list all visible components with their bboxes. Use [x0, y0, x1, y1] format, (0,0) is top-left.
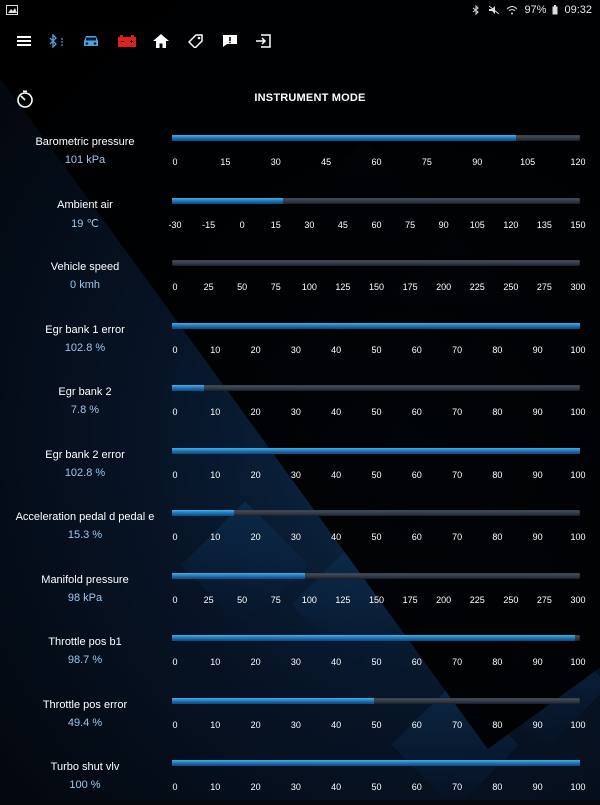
gauge-scale: [170, 594, 586, 609]
scale-tick-label: 0: [172, 594, 178, 605]
scale-tick-label: 70: [452, 719, 463, 730]
scale-tick-label: 20: [250, 469, 261, 480]
gauge-label: Egr bank 1 error: [45, 323, 125, 336]
scale-tick-label: 45: [321, 157, 332, 167]
scale-tick-label: 250: [503, 594, 519, 605]
scale-tick-label: 60: [411, 782, 422, 792]
gauge-value: 98 kPa: [67, 591, 103, 604]
gauge-scale: [170, 782, 586, 796]
scale-tick-label: 30: [290, 344, 301, 355]
scale-tick-label: 175: [402, 282, 418, 292]
gauge-row: [0, 556, 600, 618]
scale-tick-label: 150: [368, 594, 385, 605]
gauge-bar: [172, 448, 580, 454]
battery-icon[interactable]: [116, 28, 138, 54]
scale-tick-label: 60: [411, 344, 422, 355]
gauge-bar: [172, 260, 580, 266]
scale-tick-label: 0: [172, 282, 178, 292]
scale-tick-label: 0: [239, 219, 245, 230]
scale-tick-label: 0: [172, 407, 178, 417]
scale-tick-label: 90: [532, 407, 543, 417]
scale-tick-label: 10: [210, 469, 221, 480]
gauge-fill: [172, 698, 374, 704]
gauge-row: [0, 368, 600, 430]
gauge-bar: [172, 385, 580, 391]
gauge-value: 0 kmh: [70, 279, 100, 291]
gauge-value: 15.3 %: [67, 529, 103, 541]
scale-tick-label: 100: [301, 594, 317, 605]
gauge-scale: [170, 407, 586, 421]
scale-tick-label: 125: [335, 594, 351, 605]
scale-tick-label: -30: [168, 219, 182, 230]
scale-tick-label: 10: [210, 407, 221, 417]
gauge-label: Ambient air: [57, 198, 113, 211]
scale-tick-label: 40: [331, 719, 342, 730]
gauge-fill: [172, 510, 234, 516]
header: [0, 86, 600, 112]
scale-tick-label: 50: [237, 594, 248, 605]
gauge-label: Acceleration pedal d pedal e: [15, 511, 155, 523]
gauge-fill: [172, 135, 516, 141]
scale-tick-label: 0: [172, 719, 178, 730]
scale-tick-label: 105: [520, 157, 536, 167]
gauge-value: 102.8 %: [64, 341, 106, 354]
scale-tick-label: 90: [532, 719, 543, 730]
gauge-bar: [172, 510, 580, 516]
scale-tick-label: 120: [570, 157, 586, 167]
scale-tick-label: 40: [331, 344, 342, 355]
gauge-row: [0, 681, 600, 743]
gauge-row: [0, 243, 600, 305]
scale-tick-label: 75: [421, 157, 432, 167]
scale-tick-label: 10: [210, 782, 221, 792]
scale-tick-label: 30: [290, 657, 301, 667]
gauge-value: 100 %: [69, 779, 101, 791]
scale-tick-label: 70: [452, 657, 463, 667]
gauge-scale: [170, 657, 586, 671]
scale-tick-label: 20: [250, 344, 261, 355]
scale-tick-label: 100: [570, 532, 586, 542]
battery-status-icon: [552, 5, 558, 15]
scale-tick-label: 70: [452, 469, 463, 480]
scale-tick-label: 60: [411, 469, 422, 480]
gauge-value: 101 kPa: [64, 154, 106, 166]
gauge-fill: [172, 760, 580, 766]
scale-tick-label: 100: [570, 657, 586, 667]
scale-tick-label: 20: [250, 407, 261, 417]
gauge-label: Turbo shut vlv: [50, 761, 120, 773]
gauge-scale: [170, 532, 586, 546]
gauge-fill: [172, 385, 204, 391]
gauge-row: [0, 431, 600, 493]
gauge-row: [0, 306, 600, 368]
scale-tick-label: 225: [469, 282, 485, 292]
scale-tick-label: -15: [202, 219, 216, 230]
gauge-value: 49.4 %: [67, 716, 103, 729]
scale-tick-label: 150: [570, 219, 586, 230]
alert-icon[interactable]: [219, 28, 241, 54]
scale-tick-label: 90: [472, 157, 483, 167]
scale-tick-label: 15: [270, 219, 281, 230]
scale-tick-label: 100: [570, 407, 586, 417]
scale-tick-label: 20: [250, 782, 261, 792]
gauge-bar: [172, 635, 580, 641]
gallery-icon: [6, 5, 18, 15]
gauge-fill: [172, 323, 580, 329]
gauge-label: Egr bank 2: [58, 386, 112, 398]
scale-tick-label: 60: [411, 532, 422, 542]
scale-tick-label: 10: [210, 719, 221, 730]
scale-tick-label: 25: [203, 594, 214, 605]
gauge-track: [172, 385, 580, 391]
status-bar: [0, 0, 600, 20]
scale-tick-label: 40: [331, 782, 342, 792]
scale-tick-label: 10: [210, 344, 221, 355]
scale-tick-label: 30: [290, 532, 301, 542]
mute-icon: [488, 5, 500, 15]
bluetooth-icon[interactable]: [46, 28, 68, 54]
scale-tick-label: 100: [570, 469, 586, 480]
scale-tick-label: 50: [371, 657, 382, 667]
scale-tick-label: 45: [337, 219, 348, 230]
toolbar: [0, 28, 600, 58]
scale-tick-label: 100: [570, 719, 586, 730]
scale-tick-label: 15: [220, 157, 231, 167]
scale-tick-label: 30: [290, 719, 301, 730]
scale-tick-label: 20: [250, 657, 261, 667]
gauge-fill: [172, 448, 580, 454]
scale-tick-label: 125: [335, 282, 351, 292]
scale-tick-label: 90: [532, 344, 543, 355]
scale-tick-label: 50: [371, 719, 382, 730]
scale-tick-label: 50: [371, 469, 382, 480]
scale-tick-label: 70: [452, 407, 463, 417]
scale-tick-label: 30: [290, 469, 301, 480]
scale-tick-label: 20: [250, 719, 261, 730]
scale-tick-label: 0: [172, 532, 178, 542]
scale-tick-label: 0: [172, 344, 178, 355]
gauge-label: Vehicle speed: [50, 261, 120, 273]
scale-tick-label: 30: [304, 219, 315, 230]
scale-tick-label: 275: [536, 594, 552, 605]
gauge-label: Manifold pressure: [41, 573, 129, 586]
scale-tick-label: 100: [301, 282, 317, 292]
gauge-label: Egr bank 2 error: [45, 448, 125, 461]
scale-tick-label: 200: [436, 594, 452, 605]
scale-tick-label: 150: [368, 282, 385, 292]
scale-tick-label: 60: [411, 407, 422, 417]
gauge-scale: [170, 469, 586, 484]
gauge-track: [172, 260, 580, 266]
scale-tick-label: 100: [570, 344, 586, 355]
scale-tick-label: 80: [492, 532, 503, 542]
gauge-scale: [170, 719, 586, 734]
scale-tick-label: 50: [237, 282, 248, 292]
scale-tick-label: 90: [438, 219, 449, 230]
scale-tick-label: 70: [452, 532, 463, 542]
scale-tick-label: 0: [172, 657, 178, 667]
scale-tick-label: 40: [331, 657, 342, 667]
gauge-row: [0, 118, 600, 180]
scale-tick-label: 40: [331, 532, 342, 542]
scale-tick-label: 135: [536, 219, 552, 230]
battery-percentage: 97%: [524, 4, 547, 16]
scale-tick-label: 80: [492, 782, 503, 792]
scale-tick-label: 105: [469, 219, 485, 230]
scale-tick-label: 60: [411, 719, 422, 730]
gauge-row: [0, 743, 600, 805]
gauge-bar: [172, 573, 580, 579]
gauge-value: 102.8 %: [64, 466, 106, 479]
gauge-fill: [172, 198, 283, 204]
scale-tick-label: 0: [172, 157, 178, 167]
scale-tick-label: 80: [492, 344, 503, 355]
scale-tick-label: 40: [331, 407, 342, 417]
home-icon[interactable]: [150, 28, 172, 54]
scale-tick-label: 300: [570, 282, 586, 292]
gauge-scale: [170, 282, 586, 296]
car-icon[interactable]: [80, 28, 102, 54]
scale-tick-label: 100: [570, 782, 586, 792]
scale-tick-label: 80: [492, 719, 503, 730]
gauge-bar: [172, 198, 580, 204]
scale-tick-label: 250: [503, 282, 519, 292]
gauge-value: 98.7 %: [67, 654, 103, 666]
scale-tick-label: 0: [172, 782, 178, 792]
scale-tick-label: 30: [290, 407, 301, 417]
gauge-fill: [172, 573, 305, 579]
scale-tick-label: 90: [532, 782, 543, 792]
scale-tick-label: 30: [270, 157, 281, 167]
scale-tick-label: 80: [492, 657, 503, 667]
gauge-scale: [170, 157, 586, 171]
scale-tick-label: 80: [492, 407, 503, 417]
page-title: INSTRUMENT MODE: [254, 92, 366, 104]
scale-tick-label: 75: [270, 282, 281, 292]
scale-tick-label: 120: [503, 219, 519, 230]
gauge-bar: [172, 323, 580, 329]
scale-tick-label: 60: [411, 657, 422, 667]
scale-tick-label: 300: [570, 594, 586, 605]
scale-tick-label: 60: [371, 157, 382, 167]
gauge-row: [0, 493, 600, 555]
scale-tick-label: 80: [492, 469, 503, 480]
gauge-row: [0, 181, 600, 243]
scale-tick-label: 75: [405, 219, 416, 230]
bluetooth-status-icon: [470, 5, 482, 15]
gauge-bar: [172, 760, 580, 766]
scale-tick-label: 90: [532, 469, 543, 480]
menu-icon[interactable]: [13, 28, 35, 54]
gauge-value: 19 ℃: [71, 217, 99, 230]
scale-tick-label: 10: [210, 657, 221, 667]
scale-tick-label: 50: [371, 782, 382, 792]
scale-tick-label: 90: [532, 657, 543, 667]
scale-tick-label: 60: [371, 219, 382, 230]
gauge-label: Throttle pos b1: [48, 636, 122, 648]
scale-tick-label: 50: [371, 532, 382, 542]
gauge-scale: [168, 219, 586, 234]
gauge-bar: [172, 698, 580, 704]
gauge-row: [0, 618, 600, 680]
gauge-scale: [170, 344, 586, 359]
tag-icon[interactable]: [185, 28, 207, 54]
gauge-label: Throttle pos error: [42, 698, 128, 711]
exit-icon[interactable]: [252, 28, 274, 54]
scale-tick-label: 275: [536, 282, 552, 292]
gauge-label: Barometric pressure: [35, 136, 135, 148]
scale-tick-label: 10: [210, 532, 221, 542]
clock: 09:32: [564, 4, 592, 16]
gauge-value: 7.8 %: [70, 404, 100, 416]
scale-tick-label: 20: [250, 532, 261, 542]
scale-tick-label: 75: [270, 594, 281, 605]
scale-tick-label: 175: [402, 594, 418, 605]
scale-tick-label: 50: [371, 407, 382, 417]
scale-tick-label: 30: [290, 782, 301, 792]
gauge-fill: [172, 635, 575, 641]
scale-tick-label: 25: [203, 282, 214, 292]
scale-tick-label: 40: [331, 469, 342, 480]
scale-tick-label: 70: [452, 782, 463, 792]
scale-tick-label: 50: [371, 344, 382, 355]
scale-tick-label: 0: [172, 469, 178, 480]
scale-tick-label: 225: [469, 594, 485, 605]
wifi-icon: [506, 5, 518, 15]
scale-tick-label: 70: [452, 344, 463, 355]
gauge-bar: [172, 135, 580, 141]
scale-tick-label: 200: [436, 282, 452, 292]
scale-tick-label: 90: [532, 532, 543, 542]
